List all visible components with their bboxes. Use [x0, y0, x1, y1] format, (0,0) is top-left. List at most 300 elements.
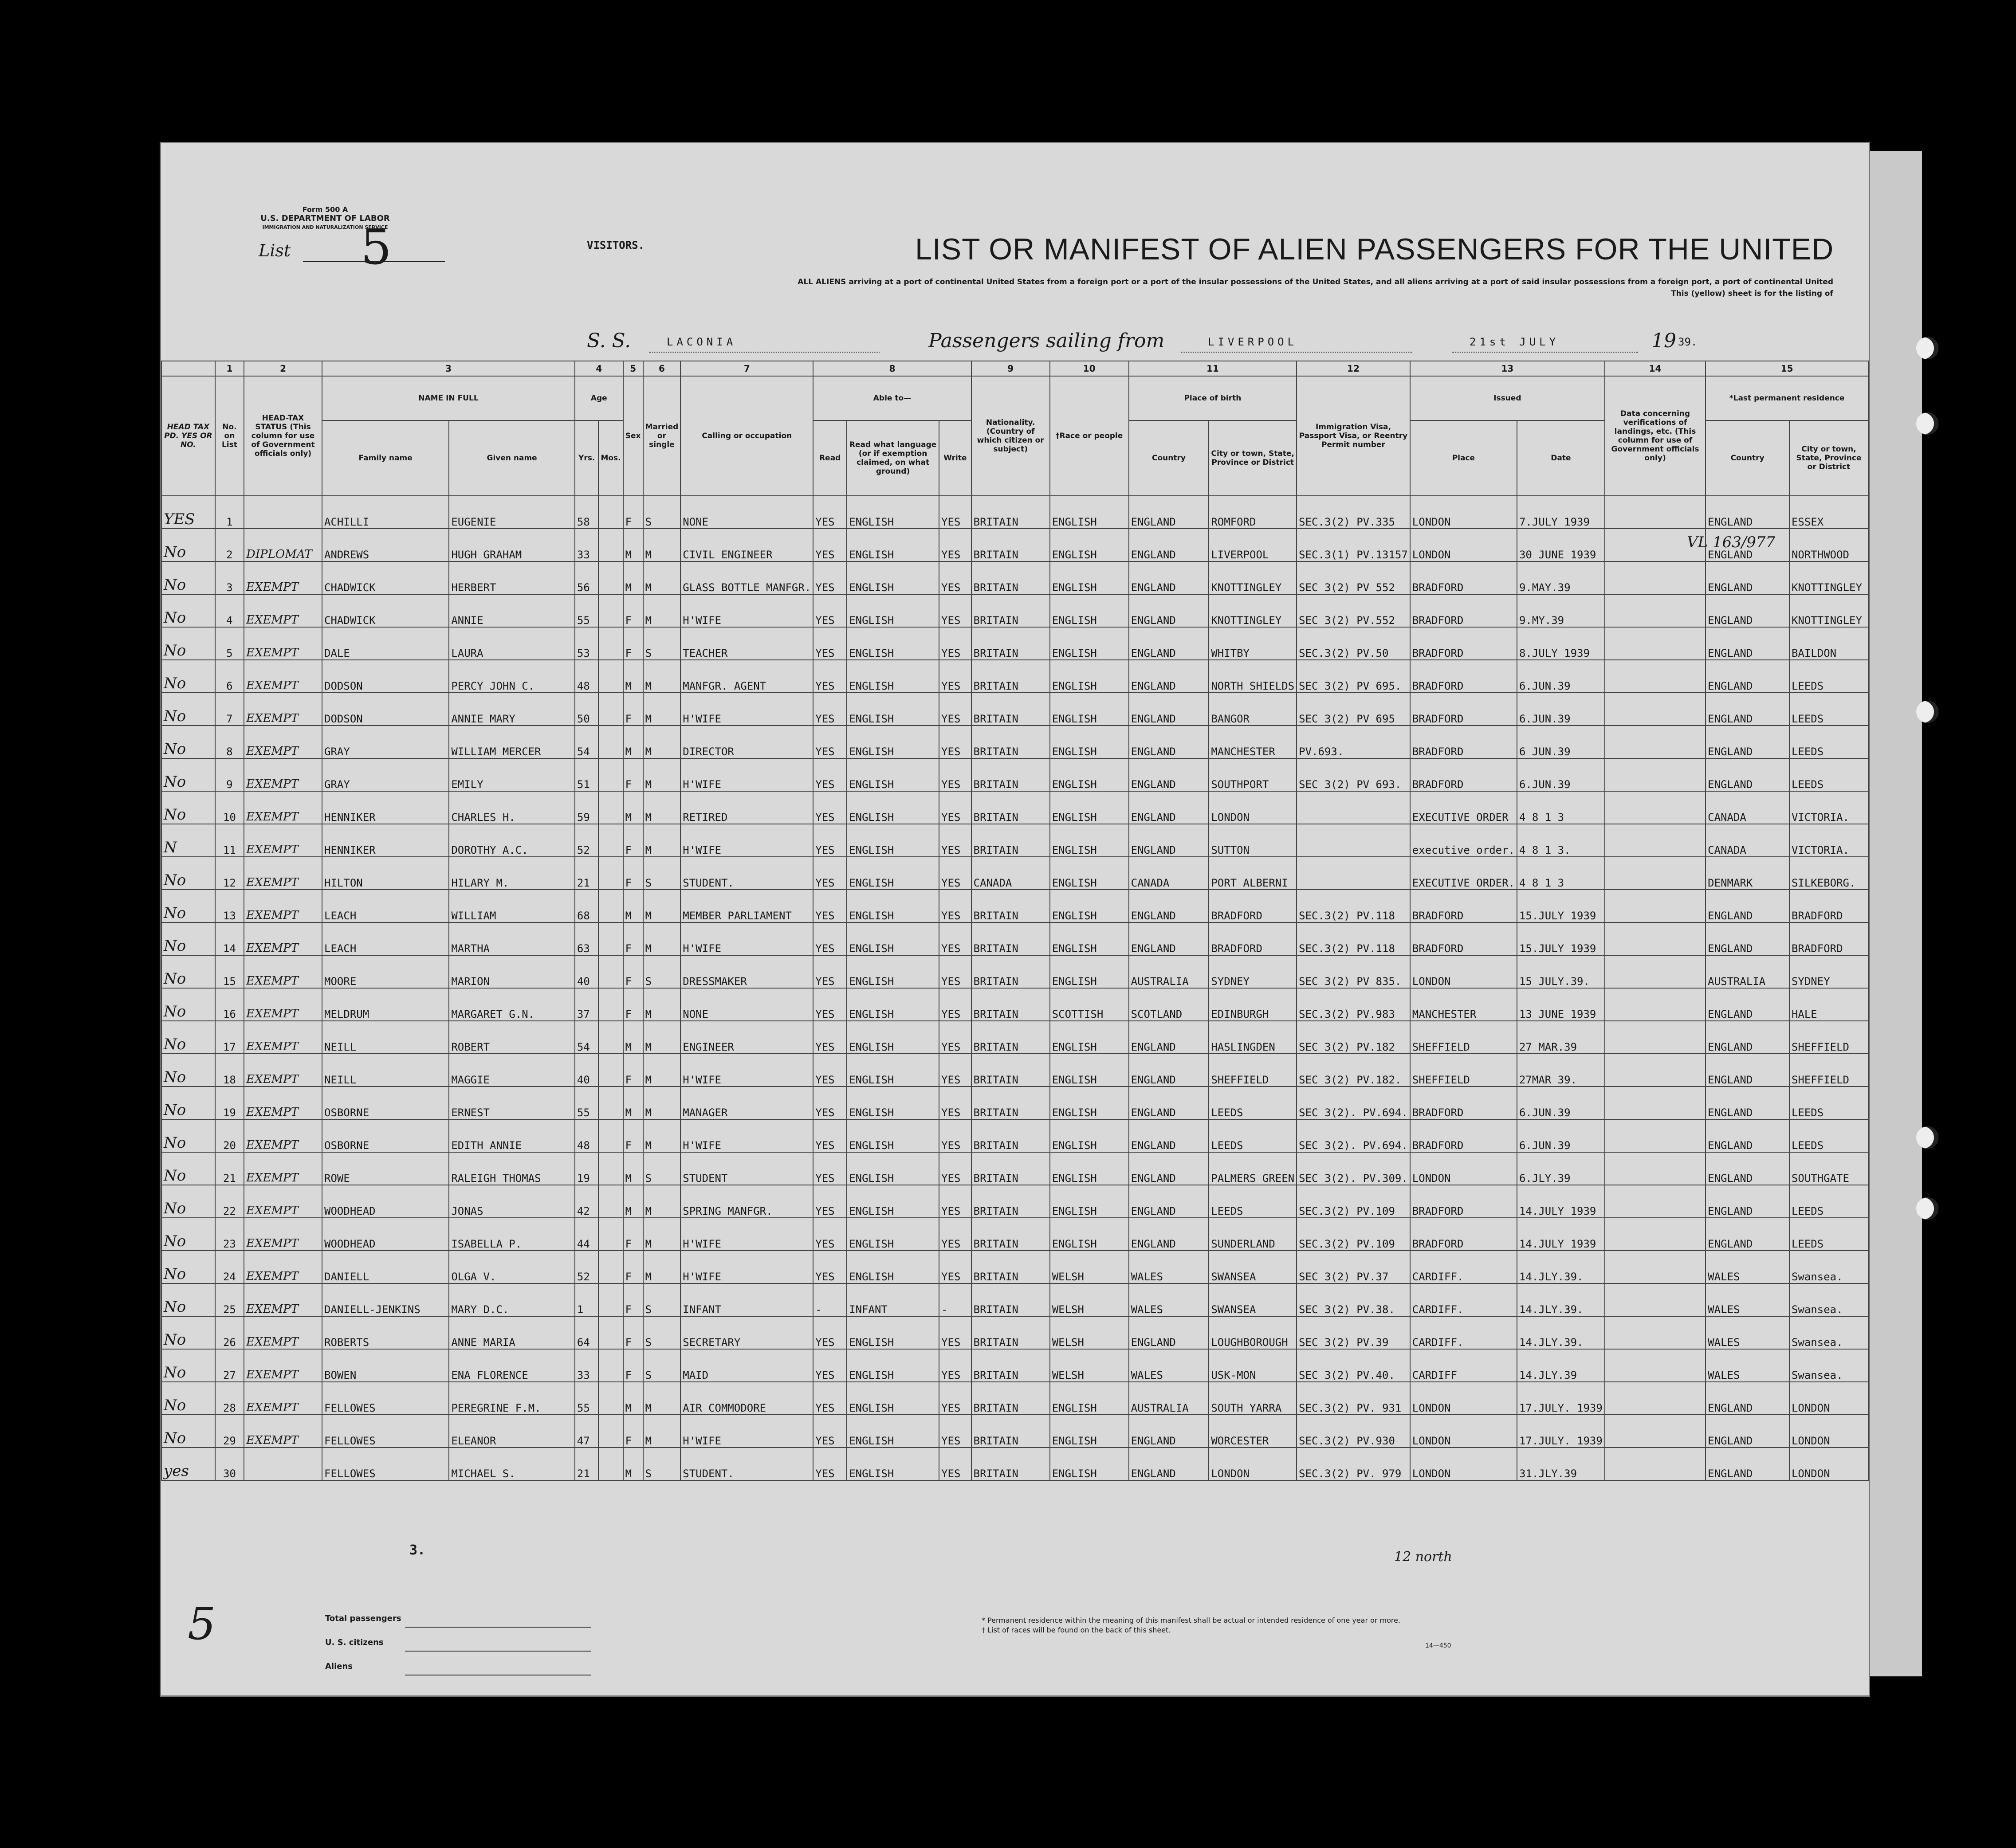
occupation: STUDENT. [680, 1448, 813, 1480]
birth-city: LONDON [1209, 791, 1297, 824]
issued-place: BRADFORD [1410, 1185, 1517, 1218]
nationality: BRITAIN [971, 660, 1050, 693]
nationality: BRITAIN [971, 890, 1050, 922]
head-tax-paid: No [161, 726, 215, 758]
can-write: YES [939, 1349, 971, 1382]
birth-city: LONDON [1209, 1448, 1297, 1480]
can-read: YES [813, 1251, 847, 1283]
manifest-subtitle [503, 276, 1833, 299]
age-years: 51 [575, 758, 599, 791]
issued-place: executive order. [1410, 824, 1517, 857]
head-tax-paid: YES [161, 496, 215, 529]
residence-country: ENGLAND [1706, 890, 1789, 922]
residence-country: ENGLAND [1706, 496, 1789, 529]
marital-status: M [643, 758, 681, 791]
sex: F [623, 922, 643, 955]
can-write: YES [939, 1119, 971, 1152]
occupation: H'WIFE [680, 1251, 813, 1283]
residence-city: KNOTTINGLEY [1789, 594, 1868, 627]
family-name: FELLOWES [322, 1448, 449, 1480]
residence-city: Swansea. [1789, 1251, 1868, 1283]
list-number-cell: 28 [215, 1382, 244, 1415]
head-tax-paid: No [161, 1283, 215, 1316]
given-name: ANNE MARIA [449, 1316, 575, 1349]
nationality: BRITAIN [971, 561, 1050, 594]
age-header: Age [575, 376, 623, 420]
head-tax-status: EXEMPT [244, 890, 322, 922]
given-name: ELEANOR [449, 1415, 575, 1448]
family-name: DODSON [322, 693, 449, 726]
race: WELSH [1050, 1283, 1129, 1316]
ship-underline [649, 352, 880, 353]
head-tax-status: EXEMPT [244, 1185, 322, 1218]
visa-number: SEC.3(2) PV.118 [1297, 922, 1410, 955]
list-number-cell: 26 [215, 1316, 244, 1349]
list-number-cell: 13 [215, 890, 244, 922]
head-tax-paid: No [161, 1152, 215, 1185]
sex: F [623, 1054, 643, 1087]
head-tax-paid: No [161, 988, 215, 1021]
read-language: ENGLISH [847, 1415, 939, 1448]
nationality: BRITAIN [971, 529, 1050, 561]
birth-city: WORCESTER [1209, 1415, 1297, 1448]
head-tax-status: EXEMPT [244, 791, 322, 824]
passenger-row [161, 693, 1868, 726]
list-number-cell: 5 [215, 627, 244, 660]
given-name: PEREGRINE F.M. [449, 1382, 575, 1415]
departure-port: LIVERPOOL [1208, 336, 1298, 348]
age-months [598, 660, 623, 693]
can-read: YES [813, 693, 847, 726]
issued-place: BRADFORD [1410, 1119, 1517, 1152]
race: ENGLISH [1050, 955, 1129, 988]
can-write: YES [939, 955, 971, 988]
marital-status: M [643, 594, 681, 627]
write-header: Write [939, 420, 971, 496]
can-read: YES [813, 824, 847, 857]
age-years: 21 [575, 1448, 599, 1480]
sailing-label: Passengers sailing from [928, 330, 1165, 352]
nationality: BRITAIN [971, 1349, 1050, 1382]
can-read: YES [813, 1382, 847, 1415]
sex: F [623, 1316, 643, 1349]
family-name: FELLOWES [322, 1382, 449, 1415]
age-years: 55 [575, 1382, 599, 1415]
race: ENGLISH [1050, 758, 1129, 791]
column-number [161, 361, 215, 376]
issued-place: BRADFORD [1410, 561, 1517, 594]
birth-country: ENGLAND [1129, 791, 1209, 824]
family-name: ANDREWS [322, 529, 449, 561]
marital-status: M [643, 1054, 681, 1087]
visa-number: SEC.3(2) PV.930 [1297, 1415, 1410, 1448]
visa-number: SEC 3(2) PV 695 [1297, 693, 1410, 726]
verification [1605, 693, 1706, 726]
sex: M [623, 529, 643, 561]
given-name: CHARLES H. [449, 791, 575, 824]
head-tax-paid: No [161, 561, 215, 594]
head-tax-paid: No [161, 627, 215, 660]
birth-country: ENGLAND [1129, 1415, 1209, 1448]
residence-city: LEEDS [1789, 660, 1868, 693]
age-months [598, 1382, 623, 1415]
birth-city: LEEDS [1209, 1119, 1297, 1152]
visa-number: SEC.3(2) PV.118 [1297, 890, 1410, 922]
family-name: DANIELL-JENKINS [322, 1283, 449, 1316]
visitors-label: VISITORS. [587, 239, 645, 251]
occupation: SECRETARY [680, 1316, 813, 1349]
issued-date: 15.JULY 1939 [1517, 922, 1605, 955]
verification [1605, 922, 1706, 955]
subtitle-line-1: ALL ALIENS arriving at a port of continental United States from a foreign port or a port of the insular possessions of the United States, and all aliens arriving at a port of said insular possessions from a foreign port, a port of continental United [798, 278, 1833, 286]
birth-country: ENGLAND [1129, 758, 1209, 791]
race: ENGLISH [1050, 496, 1129, 529]
issued-place: BRADFORD [1410, 726, 1517, 758]
age-months [598, 955, 623, 988]
can-write: YES [939, 529, 971, 561]
issued-date: 4 8 1 3. [1517, 824, 1605, 857]
head-tax-paid-header: HEAD TAX PD. YES OR NO. [161, 376, 215, 496]
head-tax-status: EXEMPT [244, 955, 322, 988]
age-years: 40 [575, 955, 599, 988]
nationality: BRITAIN [971, 1448, 1050, 1480]
head-tax-status: EXEMPT [244, 988, 322, 1021]
ship-name: LACONIA [667, 336, 737, 348]
residence-city: SHEFFIELD [1789, 1054, 1868, 1087]
verification [1605, 1283, 1706, 1316]
head-tax-status: EXEMPT [244, 1054, 322, 1087]
head-tax-paid: No [161, 1119, 215, 1152]
family-name: LEACH [322, 922, 449, 955]
passenger-row [161, 922, 1868, 955]
age-months [598, 1316, 623, 1349]
binder-hole [1916, 1126, 1938, 1149]
birth-country: WALES [1129, 1283, 1209, 1316]
head-tax-paid: No [161, 1087, 215, 1119]
marital-status: M [643, 1251, 681, 1283]
can-read: YES [813, 922, 847, 955]
visa-number: SEC 3(2) PV.39 [1297, 1316, 1410, 1349]
occupation: H'WIFE [680, 594, 813, 627]
race: ENGLISH [1050, 1054, 1129, 1087]
residence-country: CANADA [1706, 824, 1789, 857]
can-read: YES [813, 1087, 847, 1119]
residence-country-header: Country [1706, 420, 1789, 496]
given-name: WILLIAM MERCER [449, 726, 575, 758]
given-name: HILARY M. [449, 857, 575, 890]
sex: F [623, 1349, 643, 1382]
list-number-cell: 16 [215, 988, 244, 1021]
read-language: ENGLISH [847, 1382, 939, 1415]
birth-country: ENGLAND [1129, 627, 1209, 660]
list-label: List [259, 241, 291, 260]
sex: M [623, 1021, 643, 1054]
list-number-cell: 17 [215, 1021, 244, 1054]
occupation: RETIRED [680, 791, 813, 824]
issued-date: 7.JULY 1939 [1517, 496, 1605, 529]
port-underline [1181, 352, 1412, 353]
head-tax-status: EXEMPT [244, 857, 322, 890]
visa-number: SEC 3(2) PV.40. [1297, 1349, 1410, 1382]
sex: F [623, 857, 643, 890]
family-name: WOODHEAD [322, 1185, 449, 1218]
list-number-cell: 27 [215, 1349, 244, 1382]
residence-country: ENGLAND [1706, 529, 1789, 561]
can-write: YES [939, 922, 971, 955]
visa-number: SEC 3(2) PV.552 [1297, 594, 1410, 627]
marital-status: S [643, 496, 681, 529]
visa-number: SEC.3(2) PV.983 [1297, 988, 1410, 1021]
calling-header: Calling or occupation [680, 376, 813, 496]
passenger-row [161, 627, 1868, 660]
birth-city: KNOTTINGLEY [1209, 594, 1297, 627]
head-tax-paid: yes [161, 1448, 215, 1480]
issued-header: Issued [1410, 376, 1605, 420]
list-number-cell: 24 [215, 1251, 244, 1283]
race: ENGLISH [1050, 824, 1129, 857]
age-months [598, 1152, 623, 1185]
sex: M [623, 1382, 643, 1415]
race: ENGLISH [1050, 1119, 1129, 1152]
family-name: WOODHEAD [322, 1218, 449, 1251]
birth-country: CANADA [1129, 857, 1209, 890]
occupation: NONE [680, 496, 813, 529]
family-name: DANIELL [322, 1251, 449, 1283]
race: ENGLISH [1050, 1382, 1129, 1415]
list-number-cell: 11 [215, 824, 244, 857]
marital-status: M [643, 693, 681, 726]
age-months [598, 1021, 623, 1054]
can-write: YES [939, 1415, 971, 1448]
marital-status: M [643, 1021, 681, 1054]
issued-date: 14.JLY.39. [1517, 1251, 1605, 1283]
age-years: 1 [575, 1283, 599, 1316]
nationality: BRITAIN [971, 726, 1050, 758]
birth-city: BANGOR [1209, 693, 1297, 726]
residence-city: LEEDS [1789, 1119, 1868, 1152]
residence-city: BRADFORD [1789, 890, 1868, 922]
column-number: 14 [1605, 361, 1706, 376]
occupation: MANFGR. AGENT [680, 660, 813, 693]
read-language: ENGLISH [847, 1119, 939, 1152]
birth-city: ROMFORD [1209, 496, 1297, 529]
nationality: BRITAIN [971, 627, 1050, 660]
occupation: AIR COMMODORE [680, 1382, 813, 1415]
head-tax-status: EXEMPT [244, 1251, 322, 1283]
verification [1605, 1054, 1706, 1087]
verification [1605, 496, 1706, 529]
column-number: 8 [813, 361, 971, 376]
can-read: YES [813, 890, 847, 922]
verification [1605, 1448, 1706, 1480]
residence-country: ENGLAND [1706, 1448, 1789, 1480]
age-years: 48 [575, 1119, 599, 1152]
issued-place: SHEFFIELD [1410, 1021, 1517, 1054]
nationality: BRITAIN [971, 1218, 1050, 1251]
family-name: GRAY [322, 726, 449, 758]
head-tax-paid: No [161, 955, 215, 988]
age-months [598, 627, 623, 660]
underlying-pages [1867, 151, 1922, 1676]
visa-number: SEC 3(2). PV.309. [1297, 1152, 1410, 1185]
birth-city: KNOTTINGLEY [1209, 561, 1297, 594]
race: SCOTTISH [1050, 988, 1129, 1021]
birth-city: BRADFORD [1209, 922, 1297, 955]
can-write: YES [939, 1382, 971, 1415]
issued-place: LONDON [1410, 1415, 1517, 1448]
age-years: 19 [575, 1152, 599, 1185]
birth-country: ENGLAND [1129, 726, 1209, 758]
column-number: 5 [623, 361, 643, 376]
occupation: H'WIFE [680, 1218, 813, 1251]
column-number: 1 [215, 361, 244, 376]
residence-city: Swansea. [1789, 1283, 1868, 1316]
issued-date: 6.JUN.39 [1517, 1087, 1605, 1119]
nationality: BRITAIN [971, 594, 1050, 627]
can-read: YES [813, 1021, 847, 1054]
given-name: EUGENIE [449, 496, 575, 529]
sex: M [623, 1152, 643, 1185]
residence-country: WALES [1706, 1316, 1789, 1349]
head-tax-paid: No [161, 890, 215, 922]
list-number-cell: 23 [215, 1218, 244, 1251]
sex: F [623, 627, 643, 660]
visa-number: SEC.3(2) PV. 979 [1297, 1448, 1410, 1480]
occupation: NONE [680, 988, 813, 1021]
age-years: 37 [575, 988, 599, 1021]
sex: M [623, 791, 643, 824]
birth-country: ENGLAND [1129, 693, 1209, 726]
can-read: YES [813, 758, 847, 791]
nationality: CANADA [971, 857, 1050, 890]
race: ENGLISH [1050, 693, 1129, 726]
age-years: 21 [575, 857, 599, 890]
birth-country: ENGLAND [1129, 1054, 1209, 1087]
birth-country: ENGLAND [1129, 529, 1209, 561]
passenger-row [161, 791, 1868, 824]
family-name: NEILL [322, 1054, 449, 1087]
given-name: MARGARET G.N. [449, 988, 575, 1021]
can-write: YES [939, 693, 971, 726]
family-name: DALE [322, 627, 449, 660]
birth-city-header: City or town, State, Province or District [1209, 420, 1297, 496]
head-tax-status: EXEMPT [244, 824, 322, 857]
age-months [598, 857, 623, 890]
occupation: ENGINEER [680, 1021, 813, 1054]
passenger-row [161, 1448, 1868, 1480]
passenger-row [161, 1349, 1868, 1382]
read-language: ENGLISH [847, 1087, 939, 1119]
marital-status: M [643, 791, 681, 824]
column-number: 13 [1410, 361, 1605, 376]
issued-place: BRADFORD [1410, 922, 1517, 955]
issued-date: 4 8 1 3 [1517, 857, 1605, 890]
passenger-row [161, 1021, 1868, 1054]
can-read: YES [813, 1054, 847, 1087]
race: ENGLISH [1050, 857, 1129, 890]
read-header: Read [813, 420, 847, 496]
totals-block [325, 1607, 401, 1679]
sex: M [623, 890, 643, 922]
nationality: BRITAIN [971, 1382, 1050, 1415]
can-read: YES [813, 857, 847, 890]
marital-status: M [643, 726, 681, 758]
occupation: GLASS BOTTLE MANFGR. [680, 561, 813, 594]
race: ENGLISH [1050, 627, 1129, 660]
verification [1605, 857, 1706, 890]
head-tax-status: DIPLOMAT [244, 529, 322, 561]
marital-status: S [643, 1283, 681, 1316]
list-number-cell: 10 [215, 791, 244, 824]
age-months [598, 1119, 623, 1152]
birth-country: ENGLAND [1129, 1152, 1209, 1185]
passenger-row [161, 955, 1868, 988]
family-name: MELDRUM [322, 988, 449, 1021]
read-language: ENGLISH [847, 693, 939, 726]
head-tax-status [244, 496, 322, 529]
total-mark: 3. [409, 1542, 426, 1558]
race: WELSH [1050, 1349, 1129, 1382]
birth-country: ENGLAND [1129, 1185, 1209, 1218]
family-name: NEILL [322, 1021, 449, 1054]
sex-header: Sex [623, 376, 643, 496]
passenger-row [161, 1087, 1868, 1119]
visa-number [1297, 791, 1410, 824]
list-number-cell: 3 [215, 561, 244, 594]
family-name: CHADWICK [322, 561, 449, 594]
family-name: OSBORNE [322, 1119, 449, 1152]
issued-date: 14.JULY 1939 [1517, 1185, 1605, 1218]
given-name: PERCY JOHN C. [449, 660, 575, 693]
nationality: BRITAIN [971, 1283, 1050, 1316]
head-tax-paid: No [161, 1349, 215, 1382]
column-number: 2 [244, 361, 322, 376]
verification [1605, 1087, 1706, 1119]
birth-city: LOUGHBOROUGH [1209, 1316, 1297, 1349]
birth-city: SUTTON [1209, 824, 1297, 857]
race: ENGLISH [1050, 1152, 1129, 1185]
passenger-row [161, 758, 1868, 791]
marital-status: M [643, 922, 681, 955]
age-months [598, 726, 623, 758]
visa-number: SEC 3(2). PV.694. [1297, 1087, 1410, 1119]
year-prefix: 19 [1651, 330, 1676, 352]
nationality: BRITAIN [971, 791, 1050, 824]
read-language: ENGLISH [847, 496, 939, 529]
nationality: BRITAIN [971, 496, 1050, 529]
occupation: STUDENT [680, 1152, 813, 1185]
residence-city: ESSEX [1789, 496, 1868, 529]
sex: M [623, 726, 643, 758]
birth-city: EDINBURGH [1209, 988, 1297, 1021]
residence-header: *Last permanent residence [1706, 376, 1868, 420]
family-name: BOWEN [322, 1349, 449, 1382]
age-years: 58 [575, 496, 599, 529]
nationality: BRITAIN [971, 1054, 1050, 1087]
marital-status: M [643, 1185, 681, 1218]
verification [1605, 758, 1706, 791]
age-months [598, 988, 623, 1021]
issued-place: BRADFORD [1410, 660, 1517, 693]
age-years: 33 [575, 1349, 599, 1382]
can-write: YES [939, 824, 971, 857]
race: ENGLISH [1050, 594, 1129, 627]
birth-city: PALMERS GREEN [1209, 1152, 1297, 1185]
nationality: BRITAIN [971, 824, 1050, 857]
can-read: YES [813, 791, 847, 824]
passenger-row [161, 1054, 1868, 1087]
column-number: 11 [1129, 361, 1297, 376]
